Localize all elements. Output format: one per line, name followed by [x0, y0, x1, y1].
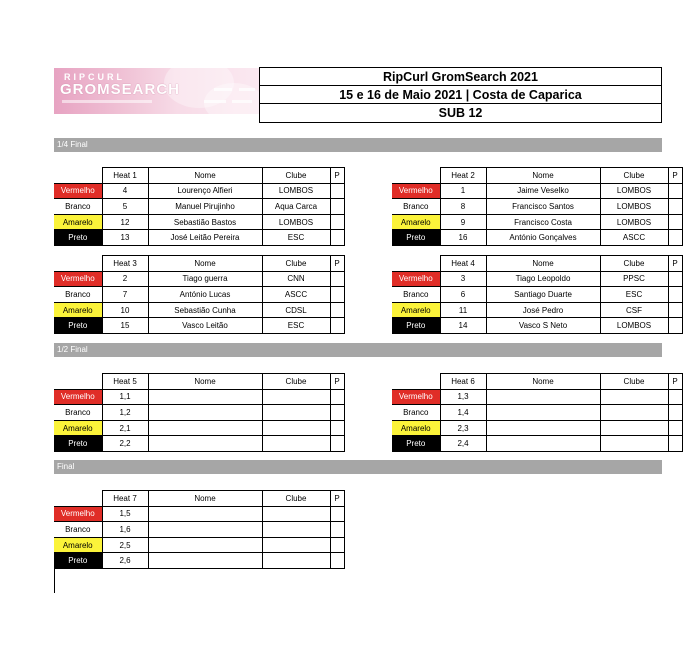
heat-row: [392, 287, 682, 303]
lycra-color: Branco: [54, 522, 102, 538]
club-cell: Aqua Carca: [262, 199, 330, 215]
column-header-points: P: [668, 374, 682, 390]
lycra-color: Amarelo: [54, 420, 102, 436]
heat-row: [54, 271, 344, 287]
points-cell: [330, 506, 344, 522]
header-corner: [54, 256, 102, 272]
heat-row: [392, 318, 682, 334]
surfer-name: Vasco Leitão: [148, 318, 262, 334]
heat-table-4: [392, 255, 683, 334]
logo-subline: [62, 100, 152, 103]
heat-row: [392, 183, 682, 199]
points-cell: [668, 318, 682, 334]
heat-title: Heat 1: [102, 168, 148, 184]
section-bar-final: Final: [54, 460, 662, 474]
seed-cell: 8: [440, 199, 486, 215]
club-cell: ESC: [600, 287, 668, 303]
club-cell: ESC: [262, 318, 330, 334]
event-category: SUB 12: [438, 106, 483, 120]
seed-cell: 1,6: [102, 522, 148, 538]
logo-brand: RIPCURL: [64, 72, 125, 82]
heat-table-3: [54, 255, 345, 334]
points-cell: [668, 230, 682, 246]
seed-cell: 3: [440, 271, 486, 287]
heat-row: [54, 287, 344, 303]
lycra-color: Amarelo: [54, 302, 102, 318]
column-header-points: P: [668, 168, 682, 184]
club-cell: ESC: [262, 230, 330, 246]
header-corner: [392, 374, 440, 390]
lycra-color: Preto: [54, 230, 102, 246]
heat-row: [392, 389, 682, 405]
club-cell: LOMBOS: [262, 183, 330, 199]
points-cell: [668, 199, 682, 215]
seed-cell: 14: [440, 318, 486, 334]
club-cell: [262, 405, 330, 421]
column-header-points: P: [330, 256, 344, 272]
surfer-name: Tiago guerra: [148, 271, 262, 287]
points-cell: [330, 420, 344, 436]
lycra-color: Branco: [54, 199, 102, 215]
column-header-name: Nome: [486, 168, 600, 184]
club-cell: [600, 389, 668, 405]
seed-cell: 11: [440, 302, 486, 318]
club-cell: [262, 506, 330, 522]
seed-cell: 9: [440, 214, 486, 230]
column-header-points: P: [330, 491, 344, 507]
column-header-name: Nome: [148, 491, 262, 507]
logo-word: GROMSEARCH: [60, 81, 181, 98]
heat-table-5: [54, 373, 345, 452]
seed-cell: 1,4: [440, 405, 486, 421]
heat-row: [392, 271, 682, 287]
points-cell: [330, 214, 344, 230]
points-cell: [668, 271, 682, 287]
points-cell: [668, 420, 682, 436]
lycra-color: Branco: [392, 287, 440, 303]
club-cell: LOMBOS: [262, 214, 330, 230]
club-cell: CNN: [262, 271, 330, 287]
event-date-place: 15 e 16 de Maio 2021 | Costa de Caparica: [260, 86, 661, 104]
heat-title: Heat 5: [102, 374, 148, 390]
seed-cell: 7: [102, 287, 148, 303]
heat-row: [54, 420, 344, 436]
club-cell: LOMBOS: [600, 183, 668, 199]
lycra-color: Amarelo: [392, 302, 440, 318]
surfer-name: [148, 405, 262, 421]
club-cell: [600, 436, 668, 452]
event-title: RipCurl GromSearch 2021: [260, 68, 661, 86]
points-cell: [668, 436, 682, 452]
seed-cell: 5: [102, 199, 148, 215]
points-cell: [668, 389, 682, 405]
points-cell: [330, 553, 344, 569]
lycra-color: Vermelho: [392, 183, 440, 199]
lycra-color: Amarelo: [54, 214, 102, 230]
points-cell: [330, 199, 344, 215]
club-cell: [262, 389, 330, 405]
heat-row: [392, 405, 682, 421]
heat-row: [54, 389, 344, 405]
heat-title: Heat 2: [440, 168, 486, 184]
seed-cell: 6: [440, 287, 486, 303]
seed-cell: 1: [440, 183, 486, 199]
heat-row: [392, 214, 682, 230]
seed-cell: 2,6: [102, 553, 148, 569]
club-cell: CSF: [600, 302, 668, 318]
surfer-name: António Lucas: [148, 287, 262, 303]
seed-cell: 13: [102, 230, 148, 246]
lycra-color: Vermelho: [54, 506, 102, 522]
heat-title: Heat 3: [102, 256, 148, 272]
seed-cell: 2,3: [440, 420, 486, 436]
heat-row: [54, 553, 344, 569]
heat-row: [54, 214, 344, 230]
column-header-name: Nome: [148, 168, 262, 184]
heat-row: [54, 537, 344, 553]
lycra-color: Amarelo: [54, 537, 102, 553]
seed-cell: 16: [440, 230, 486, 246]
section-bar-quarter: 1/4 Final: [54, 138, 662, 152]
header-corner: [54, 168, 102, 184]
club-cell: [262, 537, 330, 553]
seed-cell: 2,5: [102, 537, 148, 553]
seed-cell: 12: [102, 214, 148, 230]
column-header-club: Clube: [262, 256, 330, 272]
club-cell: LOMBOS: [600, 214, 668, 230]
column-header-name: Nome: [486, 256, 600, 272]
seed-cell: 15: [102, 318, 148, 334]
surfer-name: Lourenço Alfieri: [148, 183, 262, 199]
seed-cell: 2,4: [440, 436, 486, 452]
club-cell: [600, 405, 668, 421]
event-title-box: [259, 67, 662, 123]
heat-title: Heat 7: [102, 491, 148, 507]
header-corner: [54, 374, 102, 390]
lycra-color: Preto: [392, 318, 440, 334]
surfer-name: Sebastião Bastos: [148, 214, 262, 230]
surfer-name: Manuel Pirujinho: [148, 199, 262, 215]
seed-cell: 1,5: [102, 506, 148, 522]
points-cell: [330, 271, 344, 287]
heat-row: [54, 302, 344, 318]
column-header-club: Clube: [262, 491, 330, 507]
points-cell: [330, 522, 344, 538]
club-cell: [262, 553, 330, 569]
surfer-name: Santiago Duarte: [486, 287, 600, 303]
points-cell: [330, 436, 344, 452]
column-header-points: P: [668, 256, 682, 272]
club-cell: [600, 420, 668, 436]
surfer-name: [148, 389, 262, 405]
seed-cell: 10: [102, 302, 148, 318]
heat-table-6: [392, 373, 683, 452]
heat-row: [54, 522, 344, 538]
heat-row: [392, 436, 682, 452]
surfer-name: Vasco S Neto: [486, 318, 600, 334]
club-cell: [262, 420, 330, 436]
header-corner: [392, 256, 440, 272]
lycra-color: Branco: [392, 405, 440, 421]
lycra-color: Vermelho: [54, 271, 102, 287]
seed-cell: 1,3: [440, 389, 486, 405]
lycra-color: Preto: [54, 318, 102, 334]
surfer-name: [148, 537, 262, 553]
heat-row: [54, 199, 344, 215]
lycra-color: Branco: [54, 287, 102, 303]
column-header-club: Clube: [262, 374, 330, 390]
club-cell: ASCC: [262, 287, 330, 303]
points-cell: [330, 405, 344, 421]
surfer-name: Francisco Costa: [486, 214, 600, 230]
heat-table-7: [54, 490, 345, 569]
surfer-name: [486, 389, 600, 405]
surfer-name: José Leitão Pereira: [148, 230, 262, 246]
column-header-name: Nome: [486, 374, 600, 390]
heat-row: [392, 199, 682, 215]
points-cell: [330, 318, 344, 334]
lycra-color: Amarelo: [392, 214, 440, 230]
surfer-name: António Gonçalves: [486, 230, 600, 246]
heat-row: [54, 230, 344, 246]
surfer-name: [148, 522, 262, 538]
surfer-name: Jaime Veselko: [486, 183, 600, 199]
column-header-club: Clube: [600, 374, 668, 390]
club-cell: LOMBOS: [600, 199, 668, 215]
points-cell: [330, 389, 344, 405]
club-cell: CDSL: [262, 302, 330, 318]
club-cell: [262, 522, 330, 538]
seed-cell: 1,1: [102, 389, 148, 405]
heat-title: Heat 4: [440, 256, 486, 272]
heat-row: [54, 405, 344, 421]
lycra-color: Vermelho: [392, 271, 440, 287]
surfer-name: [486, 420, 600, 436]
heat-row: [392, 302, 682, 318]
heat-title: Heat 6: [440, 374, 486, 390]
heat-row: [392, 230, 682, 246]
heat-row: [54, 183, 344, 199]
lycra-color: Vermelho: [54, 389, 102, 405]
surfer-name: [148, 506, 262, 522]
lycra-color: Vermelho: [54, 183, 102, 199]
points-cell: [668, 214, 682, 230]
points-cell: [668, 183, 682, 199]
points-cell: [668, 302, 682, 318]
club-cell: ASCC: [600, 230, 668, 246]
column-header-club: Clube: [600, 168, 668, 184]
heat-table-1: [54, 167, 345, 246]
column-header-club: Clube: [262, 168, 330, 184]
heat-row: [392, 420, 682, 436]
points-cell: [330, 302, 344, 318]
seed-cell: 2,1: [102, 420, 148, 436]
seed-cell: 2: [102, 271, 148, 287]
points-cell: [668, 287, 682, 303]
surfer-name: Tiago Leopoldo: [486, 271, 600, 287]
gromsearch-logo: [54, 68, 260, 114]
club-cell: LOMBOS: [600, 318, 668, 334]
heat-row: [54, 318, 344, 334]
surfer-name: [148, 436, 262, 452]
points-cell: [330, 230, 344, 246]
points-cell: [330, 537, 344, 553]
club-cell: PPSC: [600, 271, 668, 287]
column-header-points: P: [330, 374, 344, 390]
lycra-color: Preto: [54, 436, 102, 452]
club-cell: [262, 436, 330, 452]
surfer-name: José Pedro: [486, 302, 600, 318]
surfer-name: [148, 553, 262, 569]
column-header-name: Nome: [148, 374, 262, 390]
section-bar-semi: 1/2 Final: [54, 343, 662, 357]
heat-table-2: [392, 167, 683, 246]
column-header-club: Clube: [600, 256, 668, 272]
lycra-color: Branco: [392, 199, 440, 215]
header-corner: [392, 168, 440, 184]
surfer-name: Sebastião Cunha: [148, 302, 262, 318]
surfer-name: Francisco Santos: [486, 199, 600, 215]
border-line: [54, 565, 55, 593]
points-cell: [330, 287, 344, 303]
surfer-name: [486, 436, 600, 452]
surfer-name: [148, 420, 262, 436]
column-header-points: P: [330, 168, 344, 184]
lycra-color: Branco: [54, 405, 102, 421]
lycra-color: Preto: [392, 230, 440, 246]
header-corner: [54, 491, 102, 507]
seed-cell: 4: [102, 183, 148, 199]
lycra-color: Preto: [54, 553, 102, 569]
points-cell: [330, 183, 344, 199]
lycra-color: Preto: [392, 436, 440, 452]
seed-cell: 1,2: [102, 405, 148, 421]
heat-row: [54, 506, 344, 522]
seed-cell: 2,2: [102, 436, 148, 452]
heat-row: [54, 436, 344, 452]
lycra-color: Amarelo: [392, 420, 440, 436]
lycra-color: Vermelho: [392, 389, 440, 405]
points-cell: [668, 405, 682, 421]
surfer-name: [486, 405, 600, 421]
column-header-name: Nome: [148, 256, 262, 272]
